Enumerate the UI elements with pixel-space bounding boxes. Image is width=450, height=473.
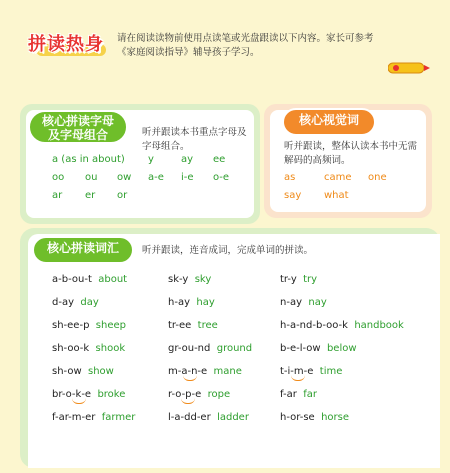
word-split: tr-y [280,274,297,285]
intro-text: 请在阅读读物前使用点读笔或光盘跟读以下内容。家长可参考《家庭阅读指导》辅导孩子学习。 [117,33,374,58]
word-split: gr-ou-nd [168,343,211,354]
phonics-item: ou [85,172,98,183]
blending-item [52,274,127,285]
word-whole: sheep [95,320,126,331]
word-split: f-ar [280,389,297,400]
phonics-item: ow [117,172,132,183]
reading-pen-icon [388,60,430,74]
phonics-item: a (as in about) [52,154,125,165]
blending-item [168,297,215,308]
blending-item [280,320,404,331]
blending-item [280,366,342,377]
phonics-row-1 [52,154,125,165]
phonics-item: i-e [181,172,194,183]
blending-item [168,274,211,285]
word-split: t-i-m-e [280,366,314,377]
blending-item [52,366,114,377]
word-whole: hay [196,297,215,308]
phonics-badge [28,110,128,144]
phonics-desc: 听并跟读本书重点字母及字母组合。 [142,127,247,152]
word-split: br-o-k-e [52,389,92,400]
phonics-item: ar [52,190,63,201]
word-split: d-ay [52,297,75,308]
blending-item [168,389,230,400]
word-whole: shook [95,343,126,354]
word-whole: ground [216,343,253,354]
word-whole: tree [197,320,218,331]
word-whole: about [98,274,128,285]
word-split: sh-oo-k [52,343,90,354]
blending-item [168,366,242,377]
word-whole: mane [213,366,242,377]
word-whole: day [80,297,99,308]
word-whole: try [303,274,318,285]
blending-badge: 核心拼读词汇 [32,236,134,264]
word-whole: below [326,343,357,354]
sight-word: as [284,172,296,183]
word-split: tr-ee [168,320,192,331]
word-split: h-a-nd-b-oo-k [280,320,348,331]
word-whole: nay [308,297,327,308]
word-split: f-ar-m-er [52,412,96,423]
sight-word: say [284,190,302,201]
blending-item [280,389,317,400]
blending-item [280,412,349,423]
word-split: b-e-l-ow [280,343,321,354]
phonics-item: y [148,154,154,165]
blending-item [168,343,252,354]
blending-item [280,274,317,285]
word-whole: time [319,366,343,377]
word-whole: horse [321,412,349,423]
blending-item [52,297,99,308]
word-whole: show [88,366,114,377]
blending-item [168,412,249,423]
page-title-text: 拼读热身 [28,34,104,55]
word-split: h-ay [168,297,190,308]
blending-item [52,389,125,400]
phonics-item: a-e [148,172,164,183]
sight-words-desc: 听并跟读，整体认读本书中无需解码的高频词。 [284,141,418,166]
phonics-badge-line2: 及字母组合 [47,128,108,142]
word-split: sh-ow [52,366,82,377]
word-whole: sky [194,274,212,285]
sight-word: what [324,190,349,201]
word-split: sk-y [168,274,189,285]
blending-desc: 听并跟读，连音成词，完成单词的拼读。 [142,245,314,256]
blending-item [52,343,125,354]
word-split: n-ay [280,297,302,308]
phonics-item: ee [213,154,226,165]
word-split: r-o-p-e [168,389,202,400]
word-whole: ladder [217,412,249,423]
word-whole: far [303,389,317,400]
sight-words-badge: 核心视觉词 [282,108,376,136]
word-split: l-a-dd-er [168,412,211,423]
blending-item [52,320,126,331]
phonics-badge-line1: 核心拼读字母 [41,114,114,128]
word-split: h-or-se [280,412,315,423]
phonics-item: or [117,190,128,201]
word-whole: farmer [101,412,136,423]
page-title [28,30,104,56]
phonics-item: o-e [213,172,230,183]
blending-item [280,343,357,354]
phonics-item: ay [181,154,194,165]
phonics-item: er [85,190,96,201]
sight-word: came [324,172,352,183]
blending-item [52,412,135,423]
word-split: sh-ee-p [52,320,90,331]
word-whole: handbook [354,320,404,331]
blending-item [280,297,327,308]
word-split: a-b-ou-t [52,274,92,285]
blending-item [168,320,218,331]
phonics-item: oo [52,172,65,183]
sight-word: one [368,172,387,183]
word-split: m-a-n-e [168,366,208,377]
word-whole: broke [97,389,126,400]
word-whole: rope [207,389,231,400]
